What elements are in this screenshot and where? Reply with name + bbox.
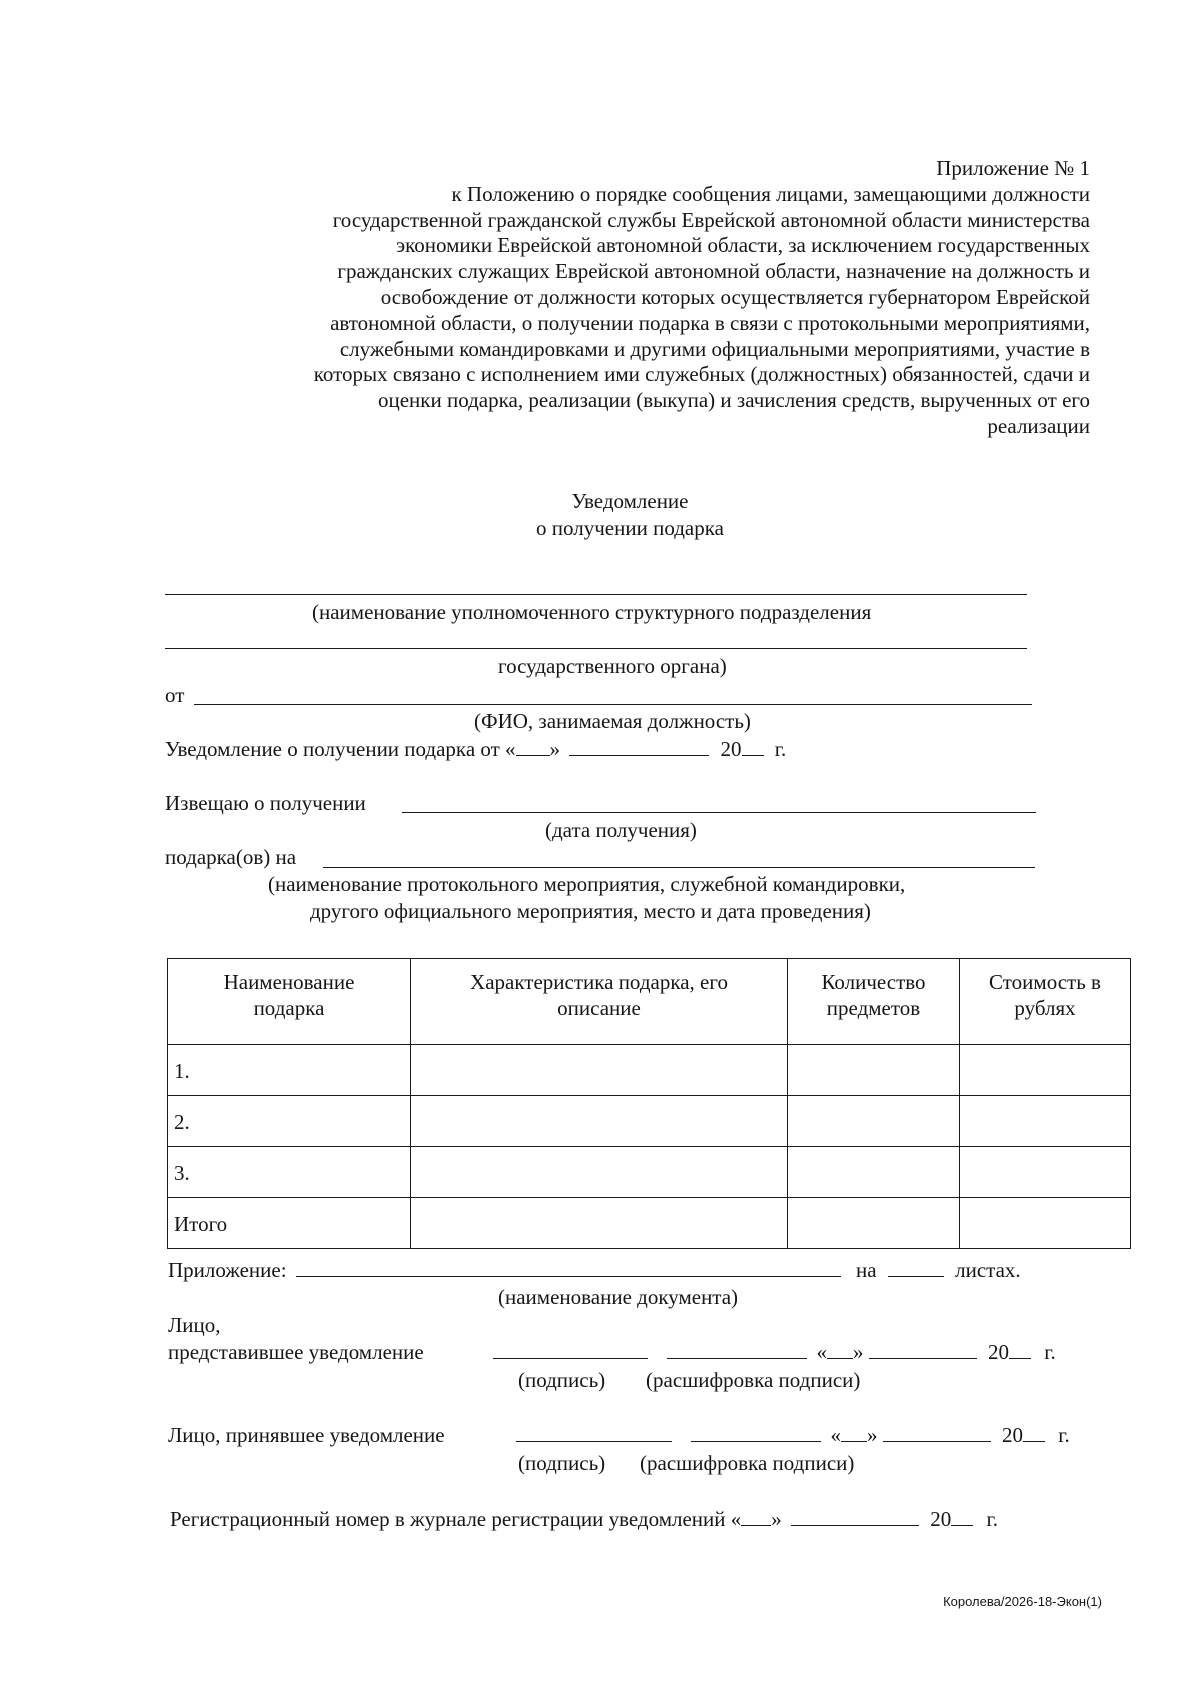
- registration-label: Регистрационный номер в журнале регистрации уведомлений «: [170, 1507, 742, 1531]
- description-cell[interactable]: [411, 1096, 788, 1147]
- appendix-line: гражданских служащих Еврейской автономной области, назначение на должность и: [337, 259, 1090, 284]
- attachment-label: Приложение:: [168, 1258, 287, 1282]
- registration-year-suffix: г.: [986, 1507, 999, 1531]
- submitter-line1: Лицо,: [168, 1313, 221, 1337]
- row-number-cell: 3.: [168, 1147, 411, 1198]
- attachment-on: на: [856, 1258, 877, 1282]
- fio-caption: (ФИО, занимаемая должность): [474, 709, 751, 733]
- cost-cell[interactable]: [960, 1198, 1131, 1249]
- appendix-line: экономики Еврейской автономной области, за исключением государственных: [396, 233, 1090, 258]
- document-code: Королева/2026-18-Экон(1): [943, 1594, 1102, 1609]
- submitter-sign-caption: (подпись): [518, 1368, 606, 1392]
- quantity-cell[interactable]: [788, 1045, 960, 1096]
- appendix-line: освобождение от должности которых осуществляется губернатором Еврейской: [380, 284, 1090, 309]
- notice-date-row: [165, 736, 786, 762]
- appendix-line: к Положению о порядке сообщения лицами, замещающими должности: [451, 181, 1090, 206]
- event-input-line[interactable]: [323, 867, 1035, 868]
- quantity-cell[interactable]: [788, 1147, 960, 1198]
- description-cell[interactable]: [411, 1147, 788, 1198]
- submitter-line2: представившее уведомление: [168, 1340, 424, 1364]
- cost-cell[interactable]: [960, 1045, 1131, 1096]
- cost-cell[interactable]: [960, 1096, 1131, 1147]
- receiver-decode-caption: (расшифровка подписи): [640, 1451, 855, 1475]
- appendix-line: которых связано с исполнением ими служебных (должностных) обязанностей, сдачи и: [313, 362, 1090, 387]
- receipt-date-input-line[interactable]: [402, 812, 1036, 813]
- department-caption-1: (наименование уполномоченного структурного подразделения: [312, 600, 872, 624]
- department-caption-2: государственного органа): [498, 654, 727, 678]
- receiver-signature-field[interactable]: [516, 1422, 672, 1442]
- receiver-label: Лицо, принявшее уведомление: [168, 1423, 445, 1447]
- appendix-line: государственной гражданской службы Еврейской автономной области министерства: [332, 207, 1090, 232]
- table-header-row: [168, 959, 1131, 1045]
- receiver-year-suffix: г.: [1058, 1423, 1070, 1447]
- notice-year-field[interactable]: [742, 736, 764, 756]
- gifts-on-label: подарка(ов) на: [165, 845, 297, 869]
- attachment-row: [168, 1257, 1021, 1283]
- notice-from-label: Уведомление о получении подарка от «: [165, 737, 516, 761]
- document-subtitle: о получении подарка: [536, 516, 724, 540]
- department-input-line-1[interactable]: [165, 594, 1027, 595]
- description-cell[interactable]: [411, 1045, 788, 1096]
- submitter-sign-row: [493, 1339, 1056, 1365]
- document-title: Уведомление: [571, 489, 689, 513]
- notice-year-prefix: 20: [720, 737, 742, 761]
- receiver-day-field[interactable]: [841, 1422, 867, 1442]
- appendix-line: реализации: [987, 413, 1090, 438]
- department-input-line-2[interactable]: [165, 648, 1027, 649]
- row-number-cell: 1.: [168, 1045, 411, 1096]
- table-total-row: [168, 1198, 1131, 1249]
- header-quantity: Количество предметов: [788, 959, 960, 1045]
- registration-year-prefix: 20: [930, 1507, 952, 1531]
- receiver-year-prefix: 20: [1002, 1423, 1023, 1447]
- attachment-caption: (наименование документа): [498, 1285, 739, 1309]
- fio-input-line[interactable]: [194, 704, 1032, 705]
- inform-label: Извещаю о получении: [165, 791, 366, 815]
- registration-row: [170, 1506, 998, 1532]
- row-number-cell: 2.: [168, 1096, 411, 1147]
- quantity-cell[interactable]: [788, 1198, 960, 1249]
- receiver-year-field[interactable]: [1023, 1422, 1045, 1442]
- registration-year-field[interactable]: [951, 1506, 973, 1526]
- attachment-document-field[interactable]: [296, 1257, 841, 1277]
- appendix-line: оценки подарка, реализации (выкупа) и зачисления средств, вырученных от его: [377, 388, 1090, 413]
- notice-year-suffix: г.: [774, 737, 787, 761]
- attachment-sheets: листах.: [955, 1258, 1021, 1282]
- submitter-decode-field[interactable]: [667, 1339, 807, 1359]
- submitter-decode-caption: (расшифровка подписи): [646, 1368, 861, 1392]
- appendix-number: Приложение № 1: [936, 156, 1090, 180]
- registration-close-quote: »: [771, 1507, 782, 1531]
- event-caption-2: другого официального мероприятия, место и дата проведения): [310, 899, 871, 923]
- table-row: [168, 1096, 1131, 1147]
- attachment-sheets-field[interactable]: [888, 1257, 944, 1277]
- receiver-month-field[interactable]: [883, 1422, 991, 1442]
- gift-table: [167, 958, 1131, 1249]
- submitter-year-field[interactable]: [1009, 1339, 1031, 1359]
- notice-day-field[interactable]: [516, 736, 550, 756]
- receiver-close-quote: »: [867, 1423, 878, 1447]
- notice-month-field[interactable]: [569, 736, 709, 756]
- submitter-signature-field[interactable]: [493, 1339, 648, 1359]
- header-gift-name: Наименование подарка: [168, 959, 411, 1045]
- receiver-sign-row: [516, 1422, 1070, 1448]
- table-row: [168, 1045, 1131, 1096]
- submitter-day-field[interactable]: [827, 1339, 853, 1359]
- table-row: [168, 1147, 1131, 1198]
- event-caption-1: (наименование протокольного мероприятия, служебной командировки,: [268, 872, 906, 896]
- appendix-line: служебными командировками и другими официальными мероприятиями, участие в: [339, 336, 1090, 361]
- receiver-open-quote: «: [830, 1423, 841, 1447]
- registration-day-field[interactable]: [741, 1506, 771, 1526]
- receipt-date-caption: (дата получения): [545, 818, 697, 842]
- submitter-year-prefix: 20: [988, 1340, 1009, 1364]
- cost-cell[interactable]: [960, 1147, 1131, 1198]
- receiver-decode-field[interactable]: [691, 1422, 821, 1442]
- notice-close-quote: »: [549, 737, 561, 761]
- header-cost: Стоимость в рублях: [960, 959, 1131, 1045]
- header-gift-description: Характеристика подарка, его описание: [411, 959, 788, 1045]
- appendix-header: [190, 156, 1090, 440]
- submitter-year-suffix: г.: [1044, 1340, 1056, 1364]
- description-cell[interactable]: [411, 1198, 788, 1249]
- receiver-sign-caption: (подпись): [518, 1451, 606, 1475]
- submitter-open-quote: «: [816, 1340, 827, 1364]
- submitter-close-quote: »: [853, 1340, 864, 1364]
- quantity-cell[interactable]: [788, 1096, 960, 1147]
- from-label: от: [165, 683, 185, 707]
- submitter-month-field[interactable]: [869, 1339, 977, 1359]
- registration-month-field[interactable]: [791, 1506, 919, 1526]
- total-label-cell: Итого: [168, 1198, 411, 1249]
- appendix-line: автономной области, о получении подарка в связи с протокольными мероприятиями,: [330, 310, 1090, 335]
